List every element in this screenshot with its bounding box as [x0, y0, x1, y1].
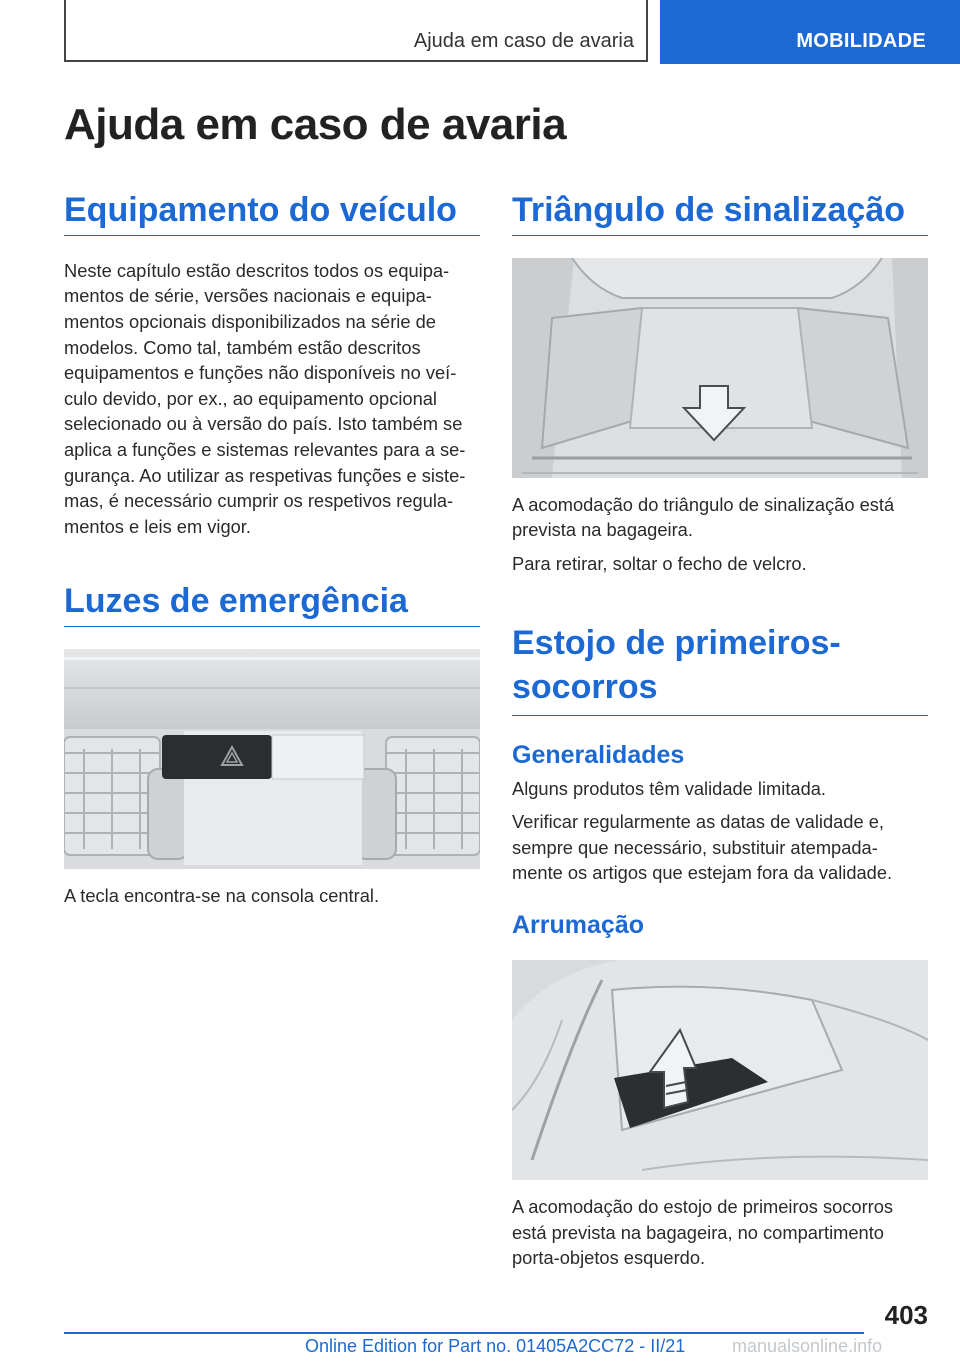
- header-section-box: [64, 0, 648, 62]
- hazard-caption: A tecla encontra-se na consola central.: [64, 885, 380, 907]
- trunk-triangle-image: [512, 258, 928, 478]
- heading-line: Estojo de primeiros-: [512, 623, 841, 662]
- triangle-instruction: Para retirar, soltar o fecho de velcro.: [512, 552, 807, 574]
- trunk-firstaid-image: [512, 960, 928, 1180]
- chapter-tab: [660, 0, 960, 64]
- footer-rule: [64, 1332, 864, 1334]
- chapter-tab-label: MOBILIDADE: [796, 30, 926, 52]
- text-line: mentos de série, versões nacionais e equipa-: [64, 285, 432, 307]
- text-line: equipamentos e funções não disponíveis no veí-: [64, 362, 457, 384]
- text-line: A acomodação do estojo de primeiros socorros: [512, 1195, 894, 1217]
- header-section-label: Ajuda em caso de avaria: [413, 30, 634, 52]
- text-line: mentos e leis em vigor.: [64, 515, 251, 537]
- left-column: [64, 190, 480, 909]
- equipment-heading: Equipamento do veículo: [64, 190, 480, 236]
- text-line: sempre que necessário, substituir atempada-: [512, 836, 878, 858]
- text-line: aplica a funções e sistemas relevantes para a se-: [64, 438, 466, 460]
- text-line: gurança. Ao utilizar as respetivas funções e siste-: [64, 464, 466, 486]
- triangle-caption: [512, 492, 928, 543]
- text-line: A acomodação do triângulo de sinalização está: [512, 493, 895, 515]
- text-line: porta-objetos esquerdo.: [512, 1247, 706, 1269]
- text-line: está prevista na bagageira, no compartimento: [512, 1221, 884, 1243]
- text-line: culo devido, por ex., ao equipamento opcional: [64, 387, 437, 409]
- text-line: mente os artigos que estejam fora da validade.: [512, 862, 893, 884]
- text-line: Verificar regularmente as datas de validade e,: [512, 811, 884, 833]
- equipment-paragraph: [64, 258, 480, 540]
- right-column: [512, 190, 928, 1271]
- text-line: selecionado ou à versão do país. Isto também se: [64, 413, 463, 435]
- triangle-heading: Triângulo de sinalização: [512, 190, 928, 236]
- storage-heading: Arrumação: [512, 910, 644, 939]
- storage-caption: [512, 1194, 928, 1271]
- general-heading: Generalidades: [512, 740, 685, 769]
- hazard-switch-image: [64, 649, 480, 869]
- footer-watermark: manualsonline.info: [732, 1336, 883, 1356]
- text-line: mentos opcionais disponibilizados na série de: [64, 310, 436, 332]
- hazard-heading: Luzes de emergência: [64, 581, 480, 627]
- page-number: 403: [884, 1300, 928, 1330]
- text-line: prevista na bagageira.: [512, 519, 693, 541]
- general-p1: Alguns produtos têm validade limitada.: [512, 777, 827, 799]
- text-line: Neste capítulo estão descritos todos os equipa-: [64, 259, 450, 281]
- text-line: mas, é necessário cumprir os respetivos regula-: [64, 490, 454, 512]
- text-line: modelos. Como tal, também estão descritos: [64, 336, 421, 358]
- firstaid-heading: [512, 621, 928, 716]
- general-p2: [512, 809, 928, 886]
- page-title: Ajuda em caso de avaria: [64, 100, 567, 149]
- heading-line: socorros: [512, 667, 658, 706]
- footer-edition: Online Edition for Part no. 01405A2CC72 - II/21: [305, 1336, 686, 1356]
